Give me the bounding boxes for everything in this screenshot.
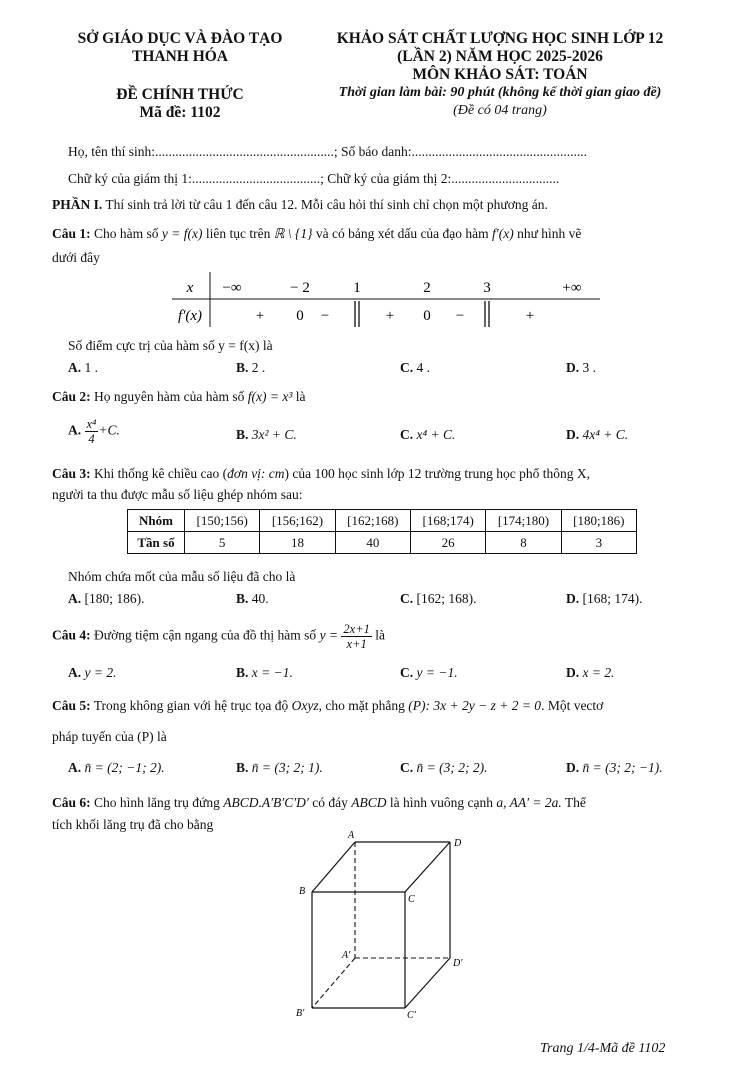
q2-option-c[interactable] (400, 427, 455, 443)
option-text: n̄ = (3; 2; −1). (582, 760, 663, 775)
table-cell: 5 (185, 532, 260, 554)
q4-label: Câu 4: (52, 627, 91, 643)
q4-lhs: y = (319, 627, 339, 643)
sign-table-x-value: 2 (423, 280, 431, 296)
edge-AB (312, 842, 355, 892)
table-header-frequency: Tần số (128, 532, 185, 554)
q4-option-a[interactable] (68, 665, 116, 681)
q4-stem (52, 622, 385, 651)
q5-option-c[interactable] (400, 760, 487, 776)
q1-option-a[interactable] (68, 360, 98, 376)
vertex-label-B1: B′ (296, 1008, 305, 1019)
table-cell: 3 (561, 532, 636, 554)
q5-text-b: , cho mặt phẳng (318, 698, 409, 713)
frequency-table (127, 509, 637, 554)
q1-deriv: f′(x) (492, 226, 514, 241)
sign-table-sign: − (320, 308, 330, 324)
table-cell: [150;156) (185, 510, 260, 532)
option-label: D. (566, 360, 580, 375)
vertex-label-C1: C′ (407, 1010, 416, 1020)
vertex-label-D: D (454, 838, 462, 849)
exam-time: Thời gian làm bài: 90 phút (không kể thời gian giao đề) (338, 85, 662, 100)
fraction-numerator: x⁴ (86, 417, 97, 431)
q3-prompt: Nhóm chứa mốt của mẫu số liệu đã cho là (68, 569, 296, 584)
q1-prompt: Số điểm cực trị của hàm số y = f(x) là (68, 338, 273, 353)
option-text: y = −1. (416, 665, 458, 680)
q3-label: Câu 3: (52, 466, 91, 481)
q3-text-b: ) của 100 học sinh lớp 12 trường trung học phổ thông X, (284, 466, 590, 481)
edge-C1D1 (405, 958, 450, 1008)
q6-prism: ABCD.A′B′C′D′ (223, 795, 309, 810)
q1-label: Câu 1: (52, 226, 91, 241)
table-cell: 26 (410, 532, 485, 554)
edge-A1B1 (312, 958, 355, 1008)
exam-subject: MÔN KHẢO SÁT: TOÁN (412, 66, 588, 83)
q2-stem (52, 389, 306, 405)
vertex-label-B: B (299, 886, 306, 897)
q1-text-b: liên tục trên (202, 226, 274, 241)
option-text: n̄ = (3; 2; 2). (416, 760, 488, 775)
fraction (341, 622, 371, 651)
option-label: A. (68, 760, 82, 775)
candidate-name-field: Họ, tên thí sinh:.....................................................; Số báo danh:.................................................... (68, 144, 587, 159)
vertex-label-A1: A′ (342, 950, 351, 961)
q5-plane: (P): 3x + 2y − z + 2 = 0 (408, 698, 542, 713)
table-cell: [156;162) (260, 510, 335, 532)
q6-stem-line2: tích khối lăng trụ đã cho bằng (52, 817, 214, 832)
sign-table-x-value: −∞ (222, 280, 242, 296)
q1-option-d[interactable] (566, 360, 596, 376)
q2-option-d[interactable] (566, 427, 628, 443)
q6-stem (52, 795, 586, 811)
official-exam-label: ĐỀ CHÍNH THỨC (116, 86, 244, 103)
q5-option-a[interactable] (68, 760, 165, 776)
option-text: [162; 168). (416, 591, 477, 606)
q3-stem (52, 466, 590, 482)
sign-table-fprime-label: f′(x) (177, 308, 203, 324)
option-label: C. (400, 427, 414, 442)
option-text: [180; 186). (84, 591, 145, 606)
q3-option-c[interactable] (400, 591, 477, 607)
table-row (128, 510, 637, 532)
q5-stem (52, 698, 603, 714)
table-cell: [162;168) (335, 510, 410, 532)
sign-table (160, 272, 600, 332)
exam-round-year: (LẦN 2) NĂM HỌC 2025-2026 (397, 48, 603, 65)
sign-table-sign: − (455, 308, 465, 324)
exam-code: Mã đề: 1102 (139, 104, 221, 121)
table-cell: [180;186) (561, 510, 636, 532)
sign-table-sign: 0 (296, 308, 304, 324)
q4-text-end: là (371, 627, 386, 643)
department-name: SỞ GIÁO DỤC VÀ ĐÀO TẠO (77, 30, 283, 47)
option-text: n̄ = (2; −1; 2). (84, 760, 165, 775)
option-label: D. (566, 665, 580, 680)
edge-CD (405, 842, 450, 892)
sign-table-sign: + (525, 308, 535, 324)
option-text: 3x² + C. (251, 427, 297, 442)
sign-table-x-value: +∞ (562, 280, 582, 296)
q6-text-b: có đáy (308, 795, 352, 810)
q1-text-d: như hình vẽ (513, 226, 582, 241)
option-text: 4x⁴ + C. (582, 427, 629, 442)
vertex-label-C: C (408, 894, 415, 905)
option-label: A. (68, 360, 82, 375)
q2-func: f(x) = x³ (247, 389, 293, 404)
q5-text-c: . Một vectơ (541, 698, 604, 713)
q2-text-end: là (292, 389, 306, 404)
q1-text-c: và có bảng xét dấu của đạo hàm (312, 226, 493, 241)
option-label: B. (236, 665, 249, 680)
option-label: D. (566, 427, 580, 442)
q3-option-d[interactable] (566, 591, 643, 607)
fraction-denominator: 4 (88, 432, 95, 446)
option-text: 4 . (416, 360, 430, 375)
option-label: C. (400, 360, 414, 375)
q6-side: a, AA′ = 2a. (496, 795, 562, 810)
q3-unit: đơn vị: cm (227, 466, 285, 481)
q1-text-a: Cho hàm số (90, 226, 162, 241)
sign-table-sign: + (385, 308, 395, 324)
exam-title: KHẢO SÁT CHẤT LƯỢNG HỌC SINH LỚP 12 (336, 30, 664, 47)
fraction (85, 417, 99, 446)
q2-option-a[interactable] (68, 417, 120, 446)
option-text: [168; 174). (582, 591, 643, 606)
q5-stem-line2: pháp tuyến của (P) là (52, 729, 167, 744)
q2-text: Họ nguyên hàm của hàm số (90, 389, 248, 404)
option-label: C. (400, 665, 414, 680)
table-row (128, 532, 637, 554)
table-cell: [168;174) (410, 510, 485, 532)
q4-text: Đường tiệm cận ngang của đồ thị hàm số (90, 627, 320, 643)
q6-text-c: là hình vuông cạnh (386, 795, 497, 810)
q4-option-d[interactable] (566, 665, 614, 681)
part1-text: Thí sinh trả lời từ câu 1 đến câu 12. Mỗi câu hỏi thí sinh chỉ chọn một phương án. (102, 197, 548, 212)
sign-table-sign: 0 (423, 308, 431, 324)
q1-domain: ℝ \ {1} (273, 226, 313, 241)
option-label: D. (566, 591, 580, 606)
q3-option-b[interactable] (236, 591, 269, 607)
table-header-group: Nhóm (128, 510, 185, 532)
q2-label: Câu 2: (52, 389, 91, 404)
sign-table-x-value: − 2 (290, 280, 310, 296)
table-cell: 8 (486, 532, 561, 554)
option-label: B. (236, 591, 249, 606)
vertex-label-A: A (348, 830, 355, 841)
q6-base: ABCD (351, 795, 387, 810)
province-name: THANH HÓA (131, 48, 229, 65)
option-text: 2 . (251, 360, 266, 375)
option-text: 3 . (582, 360, 596, 375)
option-text: 1 . (84, 360, 98, 375)
table-cell: [174;180) (486, 510, 561, 532)
q1-stem-line2: dưới đây (52, 250, 100, 265)
option-label: A. (68, 665, 82, 680)
q5-option-d[interactable] (566, 760, 663, 776)
q5-text-a: Trong không gian với hệ trục tọa độ (90, 698, 292, 713)
option-text: x = −1. (251, 665, 293, 680)
q2-option-b[interactable] (236, 427, 297, 443)
q1-stem (52, 226, 581, 242)
sign-table-x-values (222, 280, 581, 296)
q1-func: y = f(x) (161, 226, 203, 241)
sign-table-x-value: 3 (483, 280, 491, 296)
option-label: C. (400, 591, 414, 606)
signature-field: Chữ ký của giám thị 1:......................................; Chữ ký của giám thị 2:................................ (68, 171, 560, 186)
exam-pages: (Đề có 04 trang) (453, 103, 547, 118)
q6-label: Câu 6: (52, 795, 91, 810)
sign-table-x-label: x (186, 280, 194, 296)
option-label: B. (236, 360, 249, 375)
option-text: x = 2. (582, 665, 615, 680)
q4-option-c[interactable] (400, 665, 458, 681)
q5-label: Câu 5: (52, 698, 91, 713)
q5-system: Oxyz (291, 698, 319, 713)
q3-text-a: Khi thống kê chiều cao ( (90, 466, 228, 481)
option-label: B. (236, 760, 249, 775)
option-text: n̄ = (3; 2; 1). (251, 760, 323, 775)
option-label: A. (68, 422, 82, 438)
option-label: A. (68, 591, 82, 606)
q4-option-b[interactable] (236, 665, 293, 681)
q1-option-c[interactable] (400, 360, 430, 376)
option-text: x⁴ + C. (416, 427, 456, 442)
option-label: D. (566, 760, 580, 775)
q3-option-a[interactable] (68, 591, 145, 607)
q3-stem-line2: người ta thu được mẫu số liệu ghép nhóm sau: (52, 487, 303, 502)
q6-text-d: Thể (561, 795, 586, 810)
sign-table-x-value: 1 (353, 280, 361, 296)
option-tail: +C. (98, 422, 120, 438)
table-cell: 40 (335, 532, 410, 554)
part1-label: PHẦN I. (52, 197, 103, 212)
option-text: 40. (251, 591, 269, 606)
fraction-numerator: 2x+1 (343, 622, 370, 636)
q6-text-a: Cho hình lăng trụ đứng (90, 795, 224, 810)
sign-table-signs (256, 308, 534, 324)
option-label: C. (400, 760, 414, 775)
sign-table-sign: + (255, 308, 265, 324)
q1-option-b[interactable] (236, 360, 265, 376)
option-label: B. (236, 427, 249, 442)
fraction-denominator: x+1 (346, 637, 367, 651)
part1-instruction (52, 197, 548, 213)
prism-figure (290, 830, 480, 1020)
table-cell: 18 (260, 532, 335, 554)
option-text: y = 2. (84, 665, 117, 680)
q5-option-b[interactable] (236, 760, 323, 776)
page-footer: Trang 1/4-Mã đề 1102 (540, 1041, 666, 1056)
vertex-label-D1: D′ (453, 958, 463, 969)
